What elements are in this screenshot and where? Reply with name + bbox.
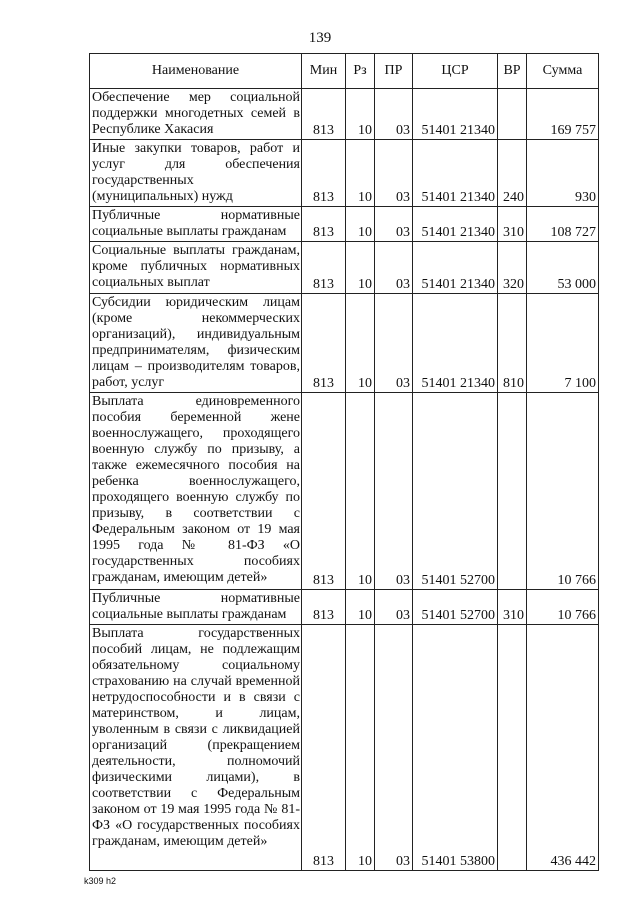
table-row [90, 207, 599, 242]
row-rz: 10 [346, 207, 375, 242]
row-name: Публичные нормативные социальные выплаты гражданам [90, 590, 302, 625]
table-header-row [90, 54, 599, 89]
row-csr: 51401 21340 [413, 89, 498, 140]
row-sum: 53 000 [527, 242, 599, 294]
row-vr: 310 [498, 590, 527, 625]
row-rz: 10 [346, 89, 375, 140]
row-sum: 169 757 [527, 89, 599, 140]
row-min: 813 [302, 625, 346, 871]
row-min: 813 [302, 590, 346, 625]
row-pr: 03 [375, 590, 413, 625]
row-pr: 03 [375, 89, 413, 140]
table-row [90, 393, 599, 590]
row-min: 813 [302, 140, 346, 207]
header-vr: ВР [498, 54, 527, 89]
row-pr: 03 [375, 625, 413, 871]
row-sum: 10 766 [527, 393, 599, 590]
row-csr: 51401 21340 [413, 140, 498, 207]
row-rz: 10 [346, 393, 375, 590]
table-row [90, 294, 599, 393]
row-rz: 10 [346, 140, 375, 207]
row-csr: 51401 53800 [413, 625, 498, 871]
row-csr: 51401 21340 [413, 294, 498, 393]
row-name: Социальные выплаты гражданам, кроме публичных нормативных социальных выплат [90, 242, 302, 294]
row-vr: 310 [498, 207, 527, 242]
row-vr [498, 89, 527, 140]
row-sum: 7 100 [527, 294, 599, 393]
row-rz: 10 [346, 242, 375, 294]
header-name: Наименование [90, 54, 302, 89]
row-name: Выплата государственных пособий лицам, не подлежащим обязательному социальному страхованию на случай временной нетрудоспособности и в связи с материнством, и лицам, уволенным в связи с ликвидацией организаций (прекращением деятельности, полномочий физическими лицами), в соответствии с Федеральным законом от 19 мая 1995 года № 81-ФЗ «О государственных пособиях гражданам, имеющим детей» [90, 625, 302, 871]
row-csr: 51401 21340 [413, 207, 498, 242]
row-vr [498, 625, 527, 871]
row-rz: 10 [346, 294, 375, 393]
row-name: Субсидии юридическим лицам (кроме некоммерческих организаций), индивидуальным предпринимателям, физическим лицам – производителям товаров, работ, услуг [90, 294, 302, 393]
row-sum: 10 766 [527, 590, 599, 625]
row-rz: 10 [346, 590, 375, 625]
table-row [90, 89, 599, 140]
row-sum: 436 442 [527, 625, 599, 871]
row-sum: 108 727 [527, 207, 599, 242]
row-min: 813 [302, 393, 346, 590]
row-min: 813 [302, 89, 346, 140]
row-min: 813 [302, 242, 346, 294]
table-row [90, 590, 599, 625]
header-min: Мин [302, 54, 346, 89]
header-csr: ЦСР [413, 54, 498, 89]
row-min: 813 [302, 207, 346, 242]
header-pr: ПР [375, 54, 413, 89]
row-name: Иные закупки товаров, работ и услуг для обеспечения государственных (муниципальных) нужд [90, 140, 302, 207]
row-vr: 320 [498, 242, 527, 294]
row-csr: 51401 52700 [413, 393, 498, 590]
row-vr [498, 393, 527, 590]
row-name: Публичные нормативные социальные выплаты гражданам [90, 207, 302, 242]
row-sum: 930 [527, 140, 599, 207]
row-pr: 03 [375, 393, 413, 590]
table-row [90, 625, 599, 871]
page-number: 139 [308, 30, 332, 46]
row-min: 813 [302, 294, 346, 393]
row-pr: 03 [375, 140, 413, 207]
row-name: Выплата единовременного пособия беременной жене военнослужащего, проходящего военную службу по призыву, а также ежемесячного пособия на ребенка военнослужащего, проходящего военную службу по призыву, в соответствии с Федеральным законом от 19 мая 1995 года № 81-ФЗ «О государственных пособиях гражданам, имеющим детей» [90, 393, 302, 590]
header-rz: Рз [346, 54, 375, 89]
row-rz: 10 [346, 625, 375, 871]
row-vr: 810 [498, 294, 527, 393]
table-row [90, 140, 599, 207]
footer-code: k309 h2 [84, 876, 117, 886]
row-pr: 03 [375, 294, 413, 393]
row-csr: 51401 21340 [413, 242, 498, 294]
row-vr: 240 [498, 140, 527, 207]
table-row [90, 242, 599, 294]
row-pr: 03 [375, 207, 413, 242]
row-pr: 03 [375, 242, 413, 294]
row-name: Обеспечение мер социальной поддержки многодетных семей в Республике Хакасия [90, 89, 302, 140]
budget-table [89, 53, 599, 871]
row-csr: 51401 52700 [413, 590, 498, 625]
header-sum: Сумма [527, 54, 599, 89]
